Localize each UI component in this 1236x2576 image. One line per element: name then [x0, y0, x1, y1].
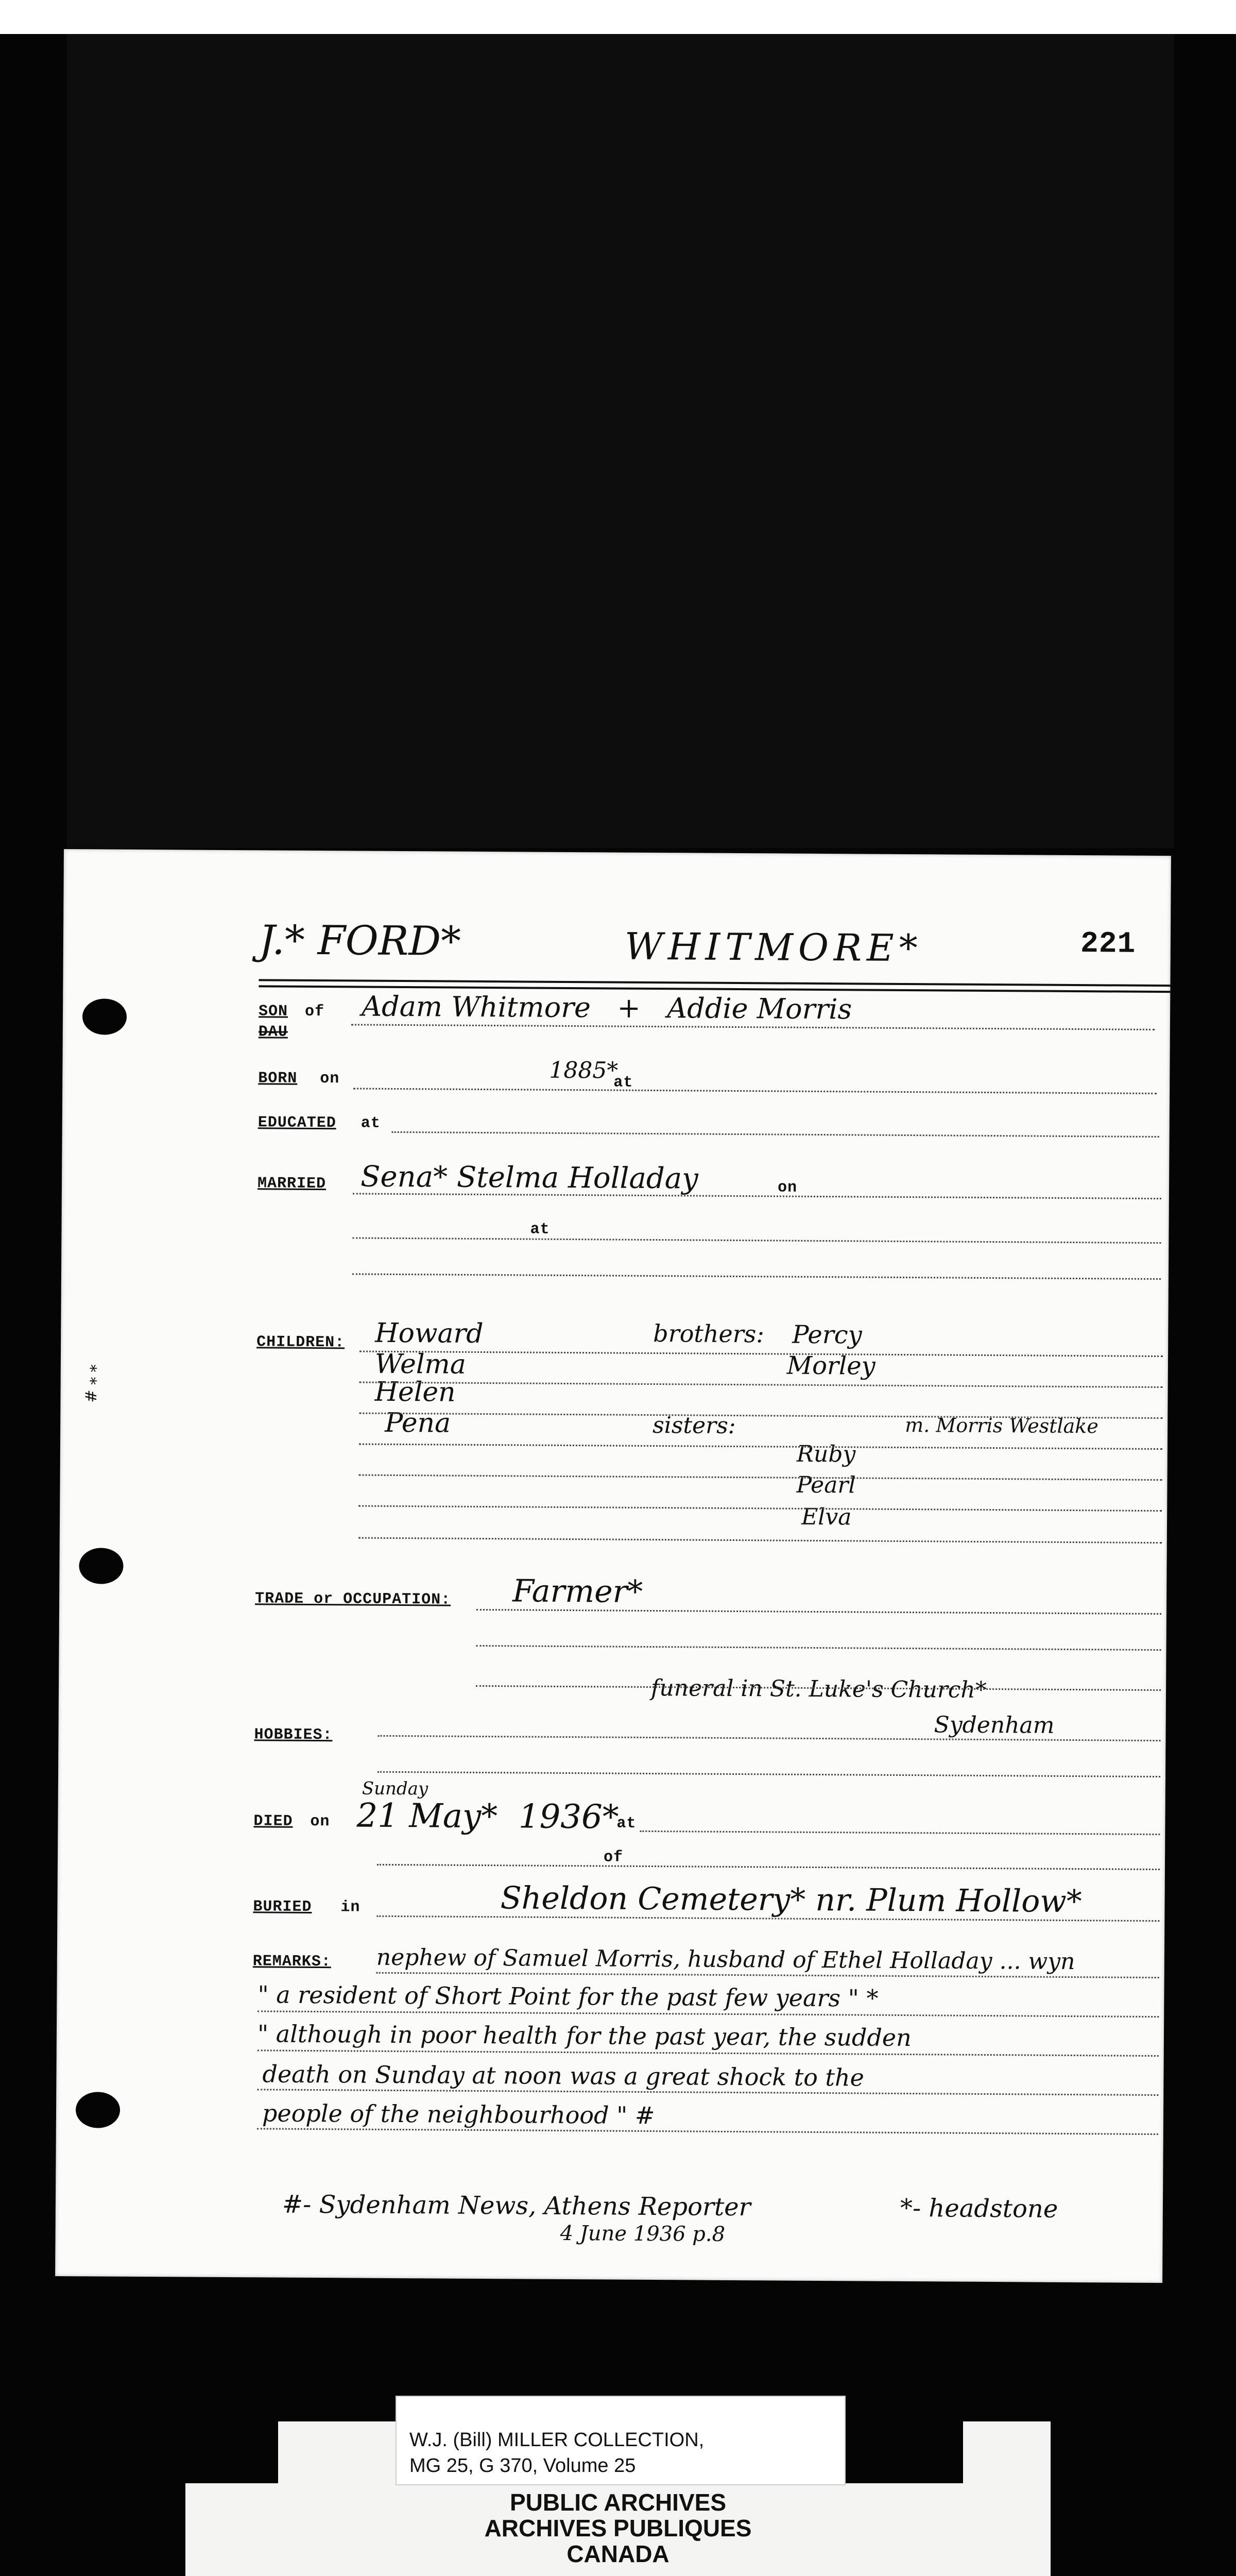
- remarks-line-5: people of the neighbourhood " #: [262, 2099, 655, 2130]
- buried-label: BURIED: [253, 1898, 312, 1916]
- funeral-note-2: Sydenham: [934, 1711, 1055, 1739]
- footnote-source: #- Sydenham News, Athens Reporter: [282, 2190, 751, 2222]
- educated-at-label: at: [360, 1114, 381, 1132]
- married-at-label: at: [530, 1221, 550, 1239]
- parents-line: [351, 1024, 1155, 1030]
- archives-country: CANADA: [566, 2540, 670, 2567]
- collection-line-2: MG 25, G 370, Volume 25: [409, 2455, 636, 2477]
- child-2: Welma: [374, 1348, 467, 1380]
- died-line: [640, 1831, 1160, 1835]
- married-line: [353, 1193, 1161, 1199]
- married-on-label: on: [777, 1179, 798, 1197]
- remarks-line-2: " a resident of Short Point for the past few years " *: [258, 1980, 879, 2012]
- children-line-1: [359, 1351, 1163, 1358]
- brothers-label: brothers:: [653, 1319, 765, 1348]
- margin-mark: * * #: [81, 1364, 99, 1403]
- married-label: MARRIED: [257, 1175, 327, 1193]
- child-4: Pena: [385, 1407, 451, 1439]
- remarks-line-4: death on Sunday at noon was a great shock to the: [262, 2060, 865, 2092]
- educated-label: EDUCATED: [258, 1114, 336, 1132]
- of-label: of: [304, 1003, 325, 1021]
- funeral-note-1: funeral in St. Luke's Church*: [650, 1674, 987, 1703]
- header-rule-1: [259, 979, 1170, 987]
- sisters-note: m. Morris Westlake: [905, 1413, 1098, 1438]
- died-day: Sunday: [362, 1778, 428, 1800]
- footnote-date: 4 June 1936 p.8: [560, 2221, 726, 2246]
- born-label: BORN: [258, 1070, 298, 1088]
- remarks-line-3: " although in poor health for the past year, the sudden: [257, 2020, 912, 2052]
- son-label: SON: [258, 1003, 288, 1021]
- died-on-label: on: [310, 1812, 330, 1831]
- spouse: Sena* Stelma Holladay: [360, 1160, 698, 1196]
- first-name: J.* FORD*: [259, 917, 461, 965]
- occupation-line-2: [476, 1645, 1161, 1651]
- sisters-label: sisters:: [653, 1412, 736, 1439]
- punch-hole-top: [82, 998, 127, 1035]
- hobbies-label: HOBBIES:: [254, 1726, 333, 1744]
- remarks-line-1: nephew of Samuel Morris, husband of Ethel Holladay ... wyn: [376, 1944, 1075, 1975]
- remarks-rule-3: [258, 2049, 1159, 2057]
- scan-empty-area: [67, 34, 1174, 848]
- collection-line-1: W.J. (Bill) MILLER COLLECTION,: [409, 2429, 705, 2451]
- sister-1: Ruby: [796, 1440, 856, 1468]
- occupation: Farmer*: [512, 1573, 643, 1610]
- died-of-label: of: [603, 1849, 624, 1867]
- educated-line: [392, 1131, 1159, 1138]
- archives-french: ARCHIVES PUBLIQUES: [484, 2515, 752, 2541]
- child-3: Helen: [374, 1376, 456, 1408]
- died-date: 21 May* 1936*: [356, 1797, 619, 1837]
- archives-english: PUBLIC ARCHIVES: [510, 2489, 726, 2516]
- hobbies-line-3: [377, 1771, 1160, 1777]
- died-of-line: [377, 1864, 1160, 1870]
- punch-hole-middle: [79, 1548, 123, 1584]
- parents: Adam Whitmore + Addie Morris: [361, 990, 852, 1026]
- born-year: 1885*: [549, 1057, 619, 1084]
- children-label: CHILDREN:: [256, 1333, 345, 1352]
- remarks-rule-2: [258, 2010, 1159, 2018]
- occupation-line-1: [476, 1609, 1161, 1615]
- married-extra-line: [352, 1273, 1161, 1280]
- sister-2: Pearl: [796, 1471, 856, 1499]
- sister-3: Elva: [801, 1503, 852, 1531]
- page-number: 221: [1080, 927, 1136, 961]
- children-line-6: [358, 1505, 1162, 1512]
- died-label: DIED: [253, 1812, 293, 1831]
- occupation-label: TRADE or OCCUPATION:: [255, 1590, 451, 1609]
- surname: WHITMORE*: [624, 924, 923, 970]
- children-line-5: [359, 1475, 1162, 1481]
- married-at-line: [352, 1237, 1161, 1244]
- child-1: Howard: [375, 1317, 484, 1349]
- buried-place: Sheldon Cemetery* nr. Plum Hollow*: [500, 1880, 1082, 1920]
- born-line: [353, 1088, 1157, 1094]
- footnote-headstone: *- headstone: [900, 2193, 1058, 2224]
- label-notch-left: [185, 2421, 278, 2483]
- children-line-2: [359, 1382, 1163, 1388]
- punch-hole-bottom: [76, 2092, 120, 2128]
- brother-1: Percy: [792, 1320, 862, 1350]
- born-on-label: on: [320, 1070, 340, 1088]
- born-at-label: at: [613, 1074, 633, 1092]
- remarks-rule-5: [257, 2128, 1158, 2135]
- label-notch-right: [845, 2421, 963, 2483]
- died-at-label: at: [616, 1815, 637, 1833]
- children-line-7: [358, 1537, 1162, 1544]
- children-line-4: [359, 1444, 1162, 1450]
- remarks-label: REMARKS:: [252, 1953, 331, 1971]
- index-card: [55, 849, 1171, 2283]
- buried-in-label: in: [340, 1899, 360, 1917]
- brother-2: Morley: [786, 1351, 876, 1381]
- dau-label: DAU: [258, 1023, 288, 1041]
